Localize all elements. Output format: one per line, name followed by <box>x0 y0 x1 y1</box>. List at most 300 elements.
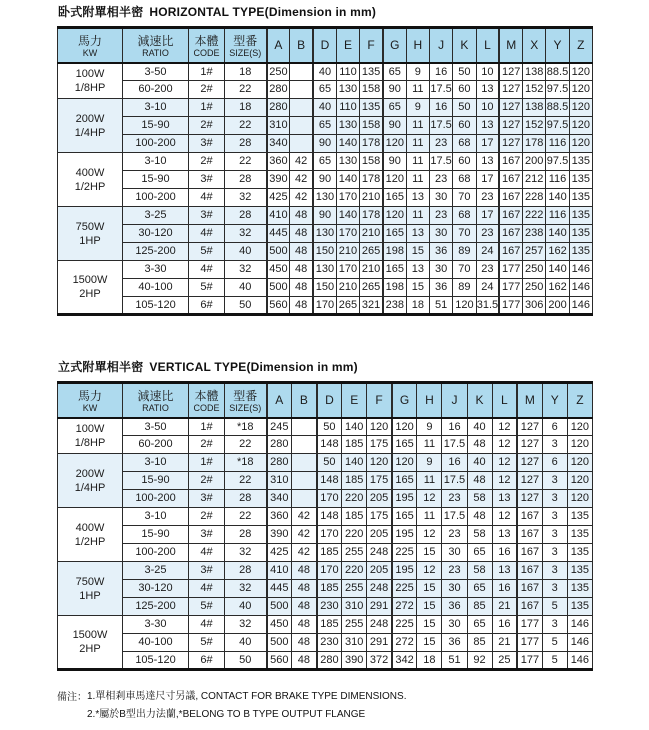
dim-cell-k: 70 <box>453 189 476 207</box>
code-cell: 2# <box>189 153 225 171</box>
dim-cell-b: 48 <box>290 243 313 261</box>
dim-cell-a: 360 <box>267 153 290 171</box>
ratio-cell: 3-30 <box>123 261 189 279</box>
horizontal-title-en: HORIZONTAL TYPE(Dimension in mm) <box>149 5 377 19</box>
ratio-cell: 30-120 <box>123 225 189 243</box>
dim-cell-m: 167 <box>499 207 522 225</box>
dim-cell-z: 120 <box>567 418 592 436</box>
dim-cell-e: 255 <box>342 544 367 562</box>
dim-cell-k: 65 <box>467 616 492 634</box>
footnote-lines <box>87 688 406 724</box>
dim-cell-l: 16 <box>492 544 517 562</box>
dim-cell-x: 222 <box>523 207 546 225</box>
dim-col-header-m: M <box>499 28 522 63</box>
dim-cell-z: 146 <box>569 261 592 279</box>
power-kw-header-en: KW <box>82 47 98 58</box>
dim-cell-d: 40 <box>313 63 336 81</box>
code-cell: 1# <box>189 63 225 81</box>
dim-cell-x: 257 <box>523 243 546 261</box>
dim-cell-m: 127 <box>499 81 522 99</box>
dim-cell-h: 9 <box>406 63 429 81</box>
dim-cell-j: 23 <box>429 207 452 225</box>
dim-cell-h: 12 <box>417 526 442 544</box>
dim-cell-g: 120 <box>383 207 406 225</box>
power-cell <box>58 418 123 454</box>
dim-col-header-z: Z <box>567 383 592 418</box>
dim-cell-k: 50 <box>453 63 476 81</box>
dim-cell-e: 310 <box>342 598 367 616</box>
dim-cell-b <box>292 472 317 490</box>
dim-cell-a: 425 <box>267 189 290 207</box>
code-cell: 1# <box>189 454 225 472</box>
dim-cell-e: 210 <box>336 279 359 297</box>
dim-cell-g: 195 <box>392 562 417 580</box>
dim-cell-a: 445 <box>267 580 292 598</box>
dim-cell-m: 167 <box>517 508 542 526</box>
code-cell: 5# <box>189 243 225 261</box>
dim-cell-b <box>292 436 317 454</box>
dim-cell-f: 120 <box>367 418 392 436</box>
dim-cell-a: 280 <box>267 436 292 454</box>
dim-cell-y: 88.5 <box>546 99 569 117</box>
dim-cell-l: 23 <box>476 225 499 243</box>
dim-cell-g: 165 <box>392 436 417 454</box>
dim-cell-l: 10 <box>476 63 499 81</box>
code-cell: 5# <box>189 598 225 616</box>
dim-cell-b: 48 <box>292 616 317 634</box>
dim-cell-f: 372 <box>367 652 392 670</box>
dim-cell-z: 120 <box>567 436 592 454</box>
dim-cell-j: 36 <box>429 243 452 261</box>
dim-cell-d: 40 <box>313 99 336 117</box>
size-cell: 22 <box>225 508 267 526</box>
dim-cell-h: 11 <box>406 81 429 99</box>
ratio-cell: 125-200 <box>123 243 189 261</box>
dim-cell-g: 165 <box>383 225 406 243</box>
dim-cell-b: 48 <box>292 580 317 598</box>
table-body <box>58 418 593 670</box>
dim-cell-a: 410 <box>267 207 290 225</box>
dim-cell-y: 140 <box>546 261 569 279</box>
dim-cell-h: 15 <box>417 598 442 616</box>
dim-cell-k: 60 <box>453 153 476 171</box>
dim-cell-x: 178 <box>523 135 546 153</box>
dim-cell-y: 162 <box>546 279 569 297</box>
dim-cell-l: 16 <box>492 580 517 598</box>
dim-col-header-k: K <box>453 28 476 63</box>
table-row <box>58 225 593 243</box>
dim-cell-z: 135 <box>569 243 592 261</box>
dim-cell-b: 48 <box>290 225 313 243</box>
dim-cell-g: 238 <box>383 297 406 315</box>
dim-cell-h: 13 <box>406 225 429 243</box>
ratio-cell: 3-25 <box>123 562 189 580</box>
dim-cell-f: 175 <box>367 472 392 490</box>
dim-cell-b: 48 <box>292 562 317 580</box>
dim-cell-k: 48 <box>467 436 492 454</box>
dim-cell-y: 6 <box>542 454 567 472</box>
code-cell: 2# <box>189 436 225 454</box>
size-cell: 40 <box>225 598 267 616</box>
power-line: 400W <box>75 166 105 179</box>
dim-cell-f: 120 <box>367 454 392 472</box>
code-cell: 4# <box>189 580 225 598</box>
dim-cell-z: 135 <box>567 526 592 544</box>
dim-cell-a: 280 <box>267 99 290 117</box>
dim-cell-y: 5 <box>542 634 567 652</box>
power-kw-header <box>58 383 123 418</box>
dim-cell-z: 135 <box>567 544 592 562</box>
code-cell: 1# <box>189 99 225 117</box>
dim-cell-l: 13 <box>492 490 517 508</box>
dim-cell-x: 250 <box>523 279 546 297</box>
dim-cell-g: 165 <box>383 261 406 279</box>
ratio-cell: 3-10 <box>123 99 189 117</box>
dim-cell-l: 31.5 <box>476 297 499 315</box>
power-line: 2HP <box>79 288 101 300</box>
dim-cell-e: 185 <box>342 472 367 490</box>
dim-cell-e: 210 <box>336 243 359 261</box>
dim-cell-k: 40 <box>467 454 492 472</box>
header-row <box>58 383 593 418</box>
power-line: 750W <box>75 575 105 588</box>
dim-cell-e: 130 <box>336 153 359 171</box>
dim-cell-e: 255 <box>342 580 367 598</box>
dim-cell-d: 50 <box>317 418 342 436</box>
size-cell: 32 <box>225 580 267 598</box>
dim-cell-l: 10 <box>476 99 499 117</box>
dim-cell-f: 291 <box>367 598 392 616</box>
dim-cell-d: 170 <box>317 526 342 544</box>
dim-col-header-g: G <box>392 383 417 418</box>
dim-cell-a: 340 <box>267 135 290 153</box>
size-cell: 28 <box>225 526 267 544</box>
dim-col-header-g: G <box>383 28 406 63</box>
dim-cell-y: 3 <box>542 508 567 526</box>
dim-cell-h: 11 <box>417 472 442 490</box>
code-cell: 4# <box>189 616 225 634</box>
dim-cell-f: 178 <box>360 207 383 225</box>
dim-col-header-f: F <box>360 28 383 63</box>
table-row <box>58 171 593 189</box>
dim-cell-a: 560 <box>267 652 292 670</box>
dim-cell-b: 42 <box>290 171 313 189</box>
dim-cell-z: 120 <box>569 99 592 117</box>
ratio-cell: 3-25 <box>123 207 189 225</box>
table-row <box>58 490 593 508</box>
power-line: 200W <box>75 467 105 480</box>
dim-cell-k: 85 <box>467 598 492 616</box>
dim-cell-e: 220 <box>342 526 367 544</box>
dim-cell-b: 42 <box>292 508 317 526</box>
dim-cell-j: 36 <box>429 279 452 297</box>
dim-cell-f: 210 <box>360 189 383 207</box>
dim-cell-m: 167 <box>499 243 522 261</box>
dim-cell-d: 185 <box>317 580 342 598</box>
dim-cell-y: 140 <box>546 225 569 243</box>
size-header-cn: 型番 <box>233 33 258 48</box>
footnote-line-1: 1.單相剎車馬達尺寸另議, CONTACT FOR BRAKE TYPE DIMENSIONS. <box>87 691 407 702</box>
dim-cell-j: 30 <box>442 616 467 634</box>
dim-cell-f: 321 <box>360 297 383 315</box>
dim-cell-d: 90 <box>313 171 336 189</box>
dim-cell-x: 152 <box>523 117 546 135</box>
dim-cell-y: 3 <box>542 562 567 580</box>
code-header-cn: 本體 <box>194 33 219 48</box>
ratio-cell: 3-10 <box>123 508 189 526</box>
table-row <box>58 634 593 652</box>
ratio-header-cn: 減速比 <box>137 33 174 48</box>
dim-cell-d: 150 <box>313 243 336 261</box>
footnotes <box>57 688 649 724</box>
dim-cell-g: 65 <box>383 99 406 117</box>
table-row <box>58 207 593 225</box>
dim-cell-e: 140 <box>336 207 359 225</box>
dim-col-header-d: D <box>313 28 336 63</box>
dim-cell-g: 195 <box>392 490 417 508</box>
dim-cell-g: 120 <box>392 418 417 436</box>
dim-cell-j: 16 <box>442 418 467 436</box>
dim-cell-g: 90 <box>383 153 406 171</box>
dim-cell-e: 265 <box>336 297 359 315</box>
dim-cell-k: 68 <box>453 171 476 189</box>
dim-cell-f: 248 <box>367 544 392 562</box>
power-kw-header <box>58 28 123 63</box>
vertical-title-en: VERTICAL TYPE(Dimension in mm) <box>149 360 358 374</box>
dim-cell-l: 23 <box>476 189 499 207</box>
dim-cell-y: 97.5 <box>546 81 569 99</box>
dim-cell-j: 30 <box>429 261 452 279</box>
dim-cell-m: 167 <box>499 171 522 189</box>
dim-cell-h: 11 <box>406 207 429 225</box>
dim-cell-l: 13 <box>476 117 499 135</box>
power-line: 750W <box>75 220 105 233</box>
dim-cell-z: 135 <box>569 189 592 207</box>
size-cell: 40 <box>225 634 267 652</box>
dim-cell-z: 146 <box>569 297 592 315</box>
size-cell: 28 <box>225 207 267 225</box>
dim-cell-f: 158 <box>360 117 383 135</box>
power-line: 1/2HP <box>74 535 106 548</box>
ratio-cell: 30-120 <box>123 580 189 598</box>
dim-cell-f: 210 <box>360 225 383 243</box>
code-header <box>189 28 225 63</box>
dim-cell-a: 340 <box>267 490 292 508</box>
dim-cell-a: 280 <box>267 81 290 99</box>
dim-cell-e: 130 <box>336 81 359 99</box>
dim-cell-l: 13 <box>492 526 517 544</box>
dim-cell-a: 450 <box>267 261 290 279</box>
ratio-cell: 60-200 <box>123 81 189 99</box>
table-row <box>58 63 593 81</box>
size-header-en: SIZE(S) <box>229 47 262 58</box>
table-row <box>58 99 593 117</box>
dim-col-header-e: E <box>342 383 367 418</box>
size-header-en: SIZE(S) <box>229 402 262 413</box>
power-cell <box>58 99 123 153</box>
dim-cell-j: 16 <box>429 99 452 117</box>
size-cell: 18 <box>225 63 267 81</box>
ratio-cell: 40-100 <box>123 279 189 297</box>
dim-cell-f: 205 <box>367 526 392 544</box>
dim-cell-z: 135 <box>567 508 592 526</box>
dim-cell-d: 90 <box>313 207 336 225</box>
code-cell: 1# <box>189 418 225 436</box>
power-line: 2HP <box>79 643 101 655</box>
dim-cell-f: 210 <box>360 261 383 279</box>
dim-cell-y: 97.5 <box>546 117 569 135</box>
dim-cell-g: 165 <box>392 472 417 490</box>
power-line: 1/8HP <box>74 436 106 449</box>
dim-cell-j: 51 <box>429 297 452 315</box>
dim-cell-l: 13 <box>476 153 499 171</box>
dim-cell-b <box>290 135 313 153</box>
dim-cell-k: 68 <box>453 135 476 153</box>
dim-cell-m: 127 <box>517 454 542 472</box>
ratio-cell: 3-10 <box>123 153 189 171</box>
dim-cell-h: 18 <box>406 297 429 315</box>
power-line: 100W <box>75 422 105 435</box>
ratio-header-cn: 減速比 <box>137 388 174 403</box>
dim-cell-d: 90 <box>313 135 336 153</box>
dim-cell-g: 225 <box>392 544 417 562</box>
dim-cell-g: 65 <box>383 63 406 81</box>
dim-cell-k: 92 <box>467 652 492 670</box>
dim-cell-z: 146 <box>569 279 592 297</box>
size-cell: 22 <box>225 81 267 99</box>
dim-cell-h: 11 <box>406 153 429 171</box>
dim-cell-a: 390 <box>267 526 292 544</box>
dim-cell-a: 425 <box>267 544 292 562</box>
dim-cell-k: 70 <box>453 261 476 279</box>
dim-col-header-l: L <box>492 383 517 418</box>
dim-cell-z: 135 <box>567 598 592 616</box>
dim-cell-j: 16 <box>442 454 467 472</box>
table-row <box>58 598 593 616</box>
table-row <box>58 544 593 562</box>
dim-cell-k: 60 <box>453 117 476 135</box>
ratio-cell: 105-120 <box>123 297 189 315</box>
dim-cell-l: 25 <box>492 652 517 670</box>
dim-cell-y: 3 <box>542 526 567 544</box>
code-cell: 3# <box>189 526 225 544</box>
dim-cell-l: 24 <box>476 279 499 297</box>
table-row <box>58 454 593 472</box>
dim-cell-a: 280 <box>267 454 292 472</box>
code-cell: 3# <box>189 490 225 508</box>
dim-cell-j: 17.5 <box>442 436 467 454</box>
dim-col-header-j: J <box>429 28 452 63</box>
code-cell: 5# <box>189 634 225 652</box>
power-cell <box>58 562 123 616</box>
table-row <box>58 243 593 261</box>
dim-cell-y: 5 <box>542 598 567 616</box>
dim-cell-d: 50 <box>317 454 342 472</box>
table-row <box>58 526 593 544</box>
dim-cell-z: 120 <box>569 117 592 135</box>
table-row <box>58 652 593 670</box>
ratio-header <box>123 383 189 418</box>
size-cell: 28 <box>225 562 267 580</box>
dim-cell-j: 51 <box>442 652 467 670</box>
dim-cell-a: 245 <box>267 418 292 436</box>
dim-cell-h: 11 <box>406 117 429 135</box>
dim-cell-m: 167 <box>517 544 542 562</box>
dim-col-header-h: H <box>417 383 442 418</box>
dim-cell-f: 175 <box>367 436 392 454</box>
table-row <box>58 297 593 315</box>
dim-cell-a: 410 <box>267 562 292 580</box>
dim-cell-f: 205 <box>367 490 392 508</box>
dim-col-header-y: Y <box>542 383 567 418</box>
dim-cell-m: 167 <box>499 153 522 171</box>
code-header-en: CODE <box>193 402 220 413</box>
dim-cell-b <box>290 81 313 99</box>
dim-cell-b: 48 <box>292 634 317 652</box>
dim-cell-m: 177 <box>499 261 522 279</box>
dim-cell-a: 500 <box>267 598 292 616</box>
dim-col-header-b: B <box>292 383 317 418</box>
size-cell: 22 <box>225 472 267 490</box>
ratio-header-en: RATIO <box>142 402 169 413</box>
dim-cell-g: 120 <box>383 171 406 189</box>
table-row <box>58 261 593 279</box>
ratio-cell: 3-10 <box>123 454 189 472</box>
dim-cell-b <box>290 63 313 81</box>
dim-cell-z: 146 <box>567 652 592 670</box>
dim-cell-k: 48 <box>467 508 492 526</box>
power-line: 200W <box>75 112 105 125</box>
dim-cell-e: 110 <box>336 99 359 117</box>
size-header <box>225 28 267 63</box>
code-cell: 4# <box>189 225 225 243</box>
size-cell: 32 <box>225 189 267 207</box>
power-line: 100W <box>75 67 105 80</box>
dim-cell-b: 42 <box>292 526 317 544</box>
dim-cell-z: 120 <box>569 81 592 99</box>
dim-cell-y: 116 <box>546 171 569 189</box>
dim-cell-a: 310 <box>267 117 290 135</box>
dim-cell-k: 70 <box>453 225 476 243</box>
dim-cell-d: 170 <box>317 490 342 508</box>
dim-cell-a: 250 <box>267 63 290 81</box>
dim-cell-y: 116 <box>546 135 569 153</box>
dim-cell-g: 225 <box>392 580 417 598</box>
table-row <box>58 279 593 297</box>
table-row <box>58 580 593 598</box>
dim-cell-l: 12 <box>492 454 517 472</box>
dim-cell-b: 42 <box>292 544 317 562</box>
ratio-cell: 125-200 <box>123 598 189 616</box>
dim-cell-d: 65 <box>313 153 336 171</box>
dim-cell-m: 167 <box>517 580 542 598</box>
dim-col-header-f: F <box>367 383 392 418</box>
dim-cell-g: 342 <box>392 652 417 670</box>
table-body <box>58 63 593 315</box>
dim-cell-l: 13 <box>476 81 499 99</box>
dim-cell-f: 158 <box>360 153 383 171</box>
dim-cell-k: 48 <box>467 472 492 490</box>
dim-cell-y: 3 <box>542 472 567 490</box>
horizontal-spec-table <box>57 26 593 316</box>
dim-col-header-e: E <box>336 28 359 63</box>
dim-cell-e: 310 <box>342 634 367 652</box>
ratio-cell: 100-200 <box>123 544 189 562</box>
dim-cell-j: 30 <box>442 580 467 598</box>
dim-cell-z: 120 <box>567 472 592 490</box>
dim-cell-m: 127 <box>499 99 522 117</box>
dim-cell-x: 212 <box>523 171 546 189</box>
